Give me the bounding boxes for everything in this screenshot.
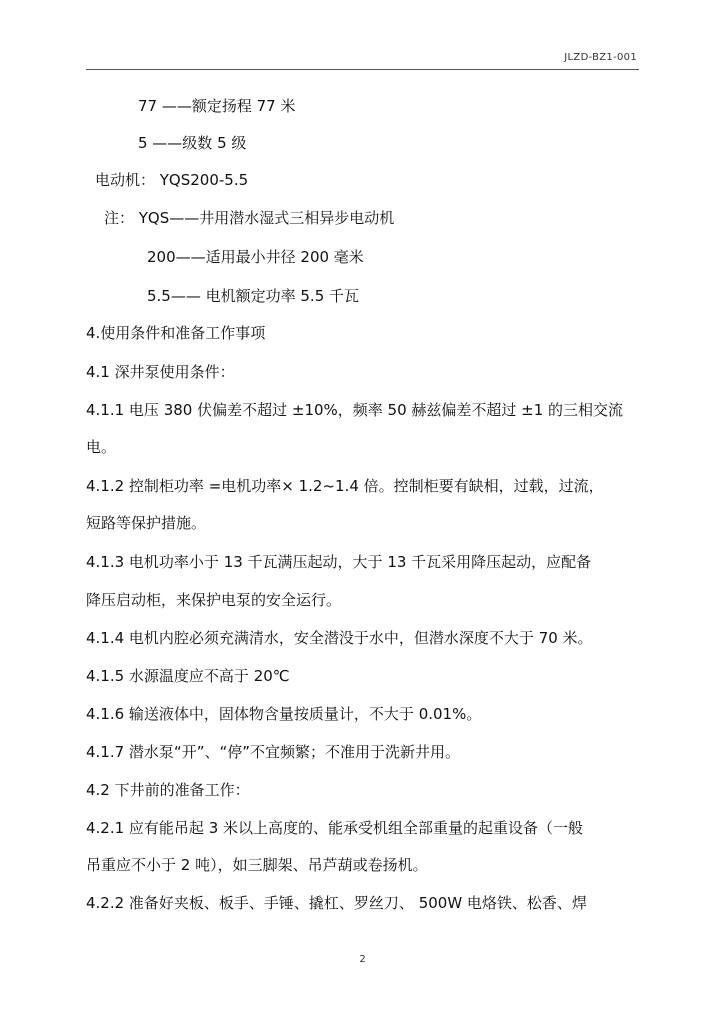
clause-4-1-3: 4.1.3 电机功率小于 13 千瓦满压起动，大于 13 千瓦采用降压起动，应配备 [86, 553, 592, 571]
motor-note-diameter: 200——适用最小井径 200 毫米 [147, 248, 364, 266]
clause-4-2-1: 4.2.1 应有能吊起 3 米以上高度的、能承受机组全部重量的起重设备（一般 [86, 819, 584, 837]
clause-4-1-2-cont: 短路等保护措施。 [86, 514, 207, 532]
motor-note-yqs: 注： YQS——井用潜水湿式三相异步电动机 [104, 209, 395, 227]
motor-model: 电动机： YQS200-5.5 [95, 171, 249, 189]
clause-4-1-5: 4.1.5 水源温度应不高于 20℃ [86, 667, 290, 685]
clause-4-2-2: 4.2.2 准备好夹板、板手、手锤、撬杠、罗丝刀、 500W 电烙铁、松香、焊 [86, 894, 587, 912]
section-heading-4-1: 4.1 深井泵使用条件： [86, 363, 235, 381]
section-heading-4-2: 4.2 下井前的准备工作： [86, 781, 250, 799]
clause-4-1-1: 4.1.1 电压 380 伏偏差不超过 ±10%，频率 50 赫兹偏差不超过 ±1 的三相交流 [86, 401, 624, 419]
model-note-stages: 5 ——级数 5 级 [138, 134, 247, 152]
model-note-head: 77 ——额定扬程 77 米 [138, 97, 296, 115]
clause-4-1-6: 4.1.6 输送液体中，固体物含量按质量计，不大于 0.01%。 [86, 705, 482, 723]
motor-note-power: 5.5—— 电机额定功率 5.5 千瓦 [147, 287, 360, 305]
header-divider [86, 69, 639, 70]
section-heading-4: 4.使用条件和准备工作事项 [86, 324, 266, 342]
clause-4-2-1-cont: 吊重应不小于 2 吨），如三脚架、吊芦葫或卷扬机。 [86, 856, 428, 874]
clause-4-1-2: 4.1.2 控制柜功率 =电机功率× 1.2~1.4 倍。控制柜要有缺相，过载，过流， [86, 477, 604, 495]
document-code: JLZD-BZ1-001 [564, 52, 637, 63]
page-number: 2 [359, 954, 366, 965]
clause-4-1-4: 4.1.4 电机内腔必须充满清水，安全潜没于水中，但潜水深度不大于 70 米。 [86, 629, 593, 647]
clause-4-1-7: 4.1.7 潜水泵“开”、“停”不宜频繁；不准用于洗新井用。 [86, 743, 461, 761]
clause-4-1-3-cont: 降压启动柜，来保护电泵的安全运行。 [86, 591, 342, 609]
clause-4-1-1-cont: 电。 [86, 438, 117, 456]
